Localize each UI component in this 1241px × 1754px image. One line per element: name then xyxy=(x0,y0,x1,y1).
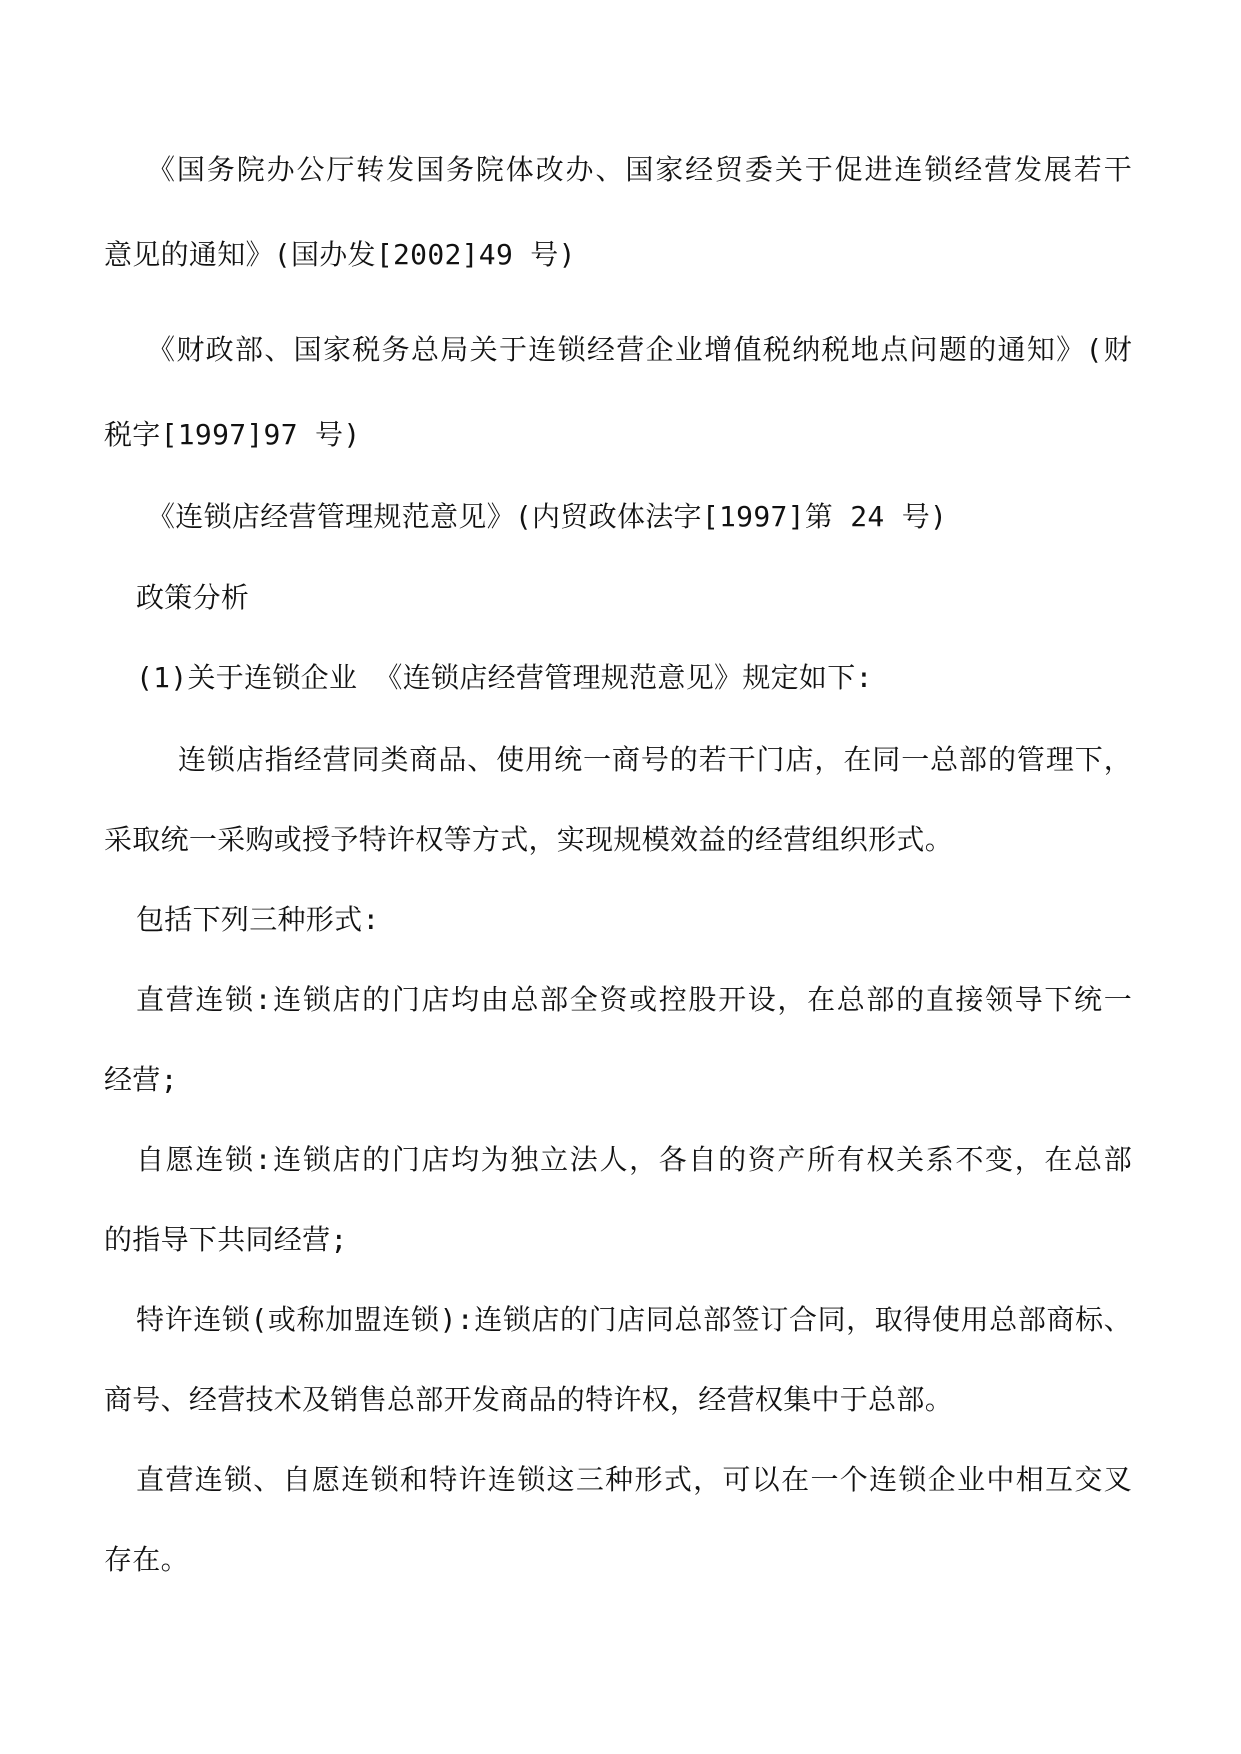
paragraph-8-line-1: 直营连锁:连锁店的门店均由总部全资或控股开设，在总部的直接领导下统一 xyxy=(136,983,1132,1016)
section-heading-policy-analysis: 政策分析 xyxy=(136,581,250,614)
paragraph-9-line-1: 自愿连锁:连锁店的门店均为独立法人，各自的资产所有权关系不变，在总部 xyxy=(136,1143,1132,1176)
paragraph-6-line-2: 采取统一采购或授予特许权等方式，实现规模效益的经营组织形式。 xyxy=(104,823,954,856)
paragraph-11-line-1: 直营连锁、自愿连锁和特许连锁这三种形式，可以在一个连锁企业中相互交叉 xyxy=(136,1463,1132,1496)
paragraph-9-line-2: 的指导下共同经营; xyxy=(104,1223,348,1256)
paragraph-2-line-1: 《财政部、国家税务总局关于连锁经营企业增值税纳税地点问题的通知》(财 xyxy=(147,333,1132,366)
paragraph-1-line-2: 意见的通知》(国办发[2002]49 号) xyxy=(104,238,576,271)
paragraph-5-line-1: (1)关于连锁企业 《连锁店经营管理规范意见》规定如下: xyxy=(136,661,873,694)
paragraph-2-line-2: 税字[1997]97 号) xyxy=(104,418,361,451)
paragraph-11-line-2: 存在。 xyxy=(104,1543,189,1576)
paragraph-6-line-1: 连锁店指经营同类商品、使用统一商号的若干门店，在同一总部的管理下， xyxy=(178,743,1132,776)
paragraph-8-line-2: 经营; xyxy=(104,1063,178,1096)
paragraph-1-line-1: 《国务院办公厅转发国务院体改办、国家经贸委关于促进连锁经营发展若干 xyxy=(147,153,1132,186)
paragraph-10-line-1: 特许连锁(或称加盟连锁):连锁店的门店同总部签订合同，取得使用总部商标、 xyxy=(136,1303,1132,1336)
paragraph-7-line-1: 包括下列三种形式: xyxy=(136,903,380,936)
paragraph-3-line-1: 《连锁店经营管理规范意见》(内贸政体法字[1997]第 24 号) xyxy=(147,500,948,533)
paragraph-10-line-2: 商号、经营技术及销售总部开发商品的特许权，经营权集中于总部。 xyxy=(104,1383,954,1416)
